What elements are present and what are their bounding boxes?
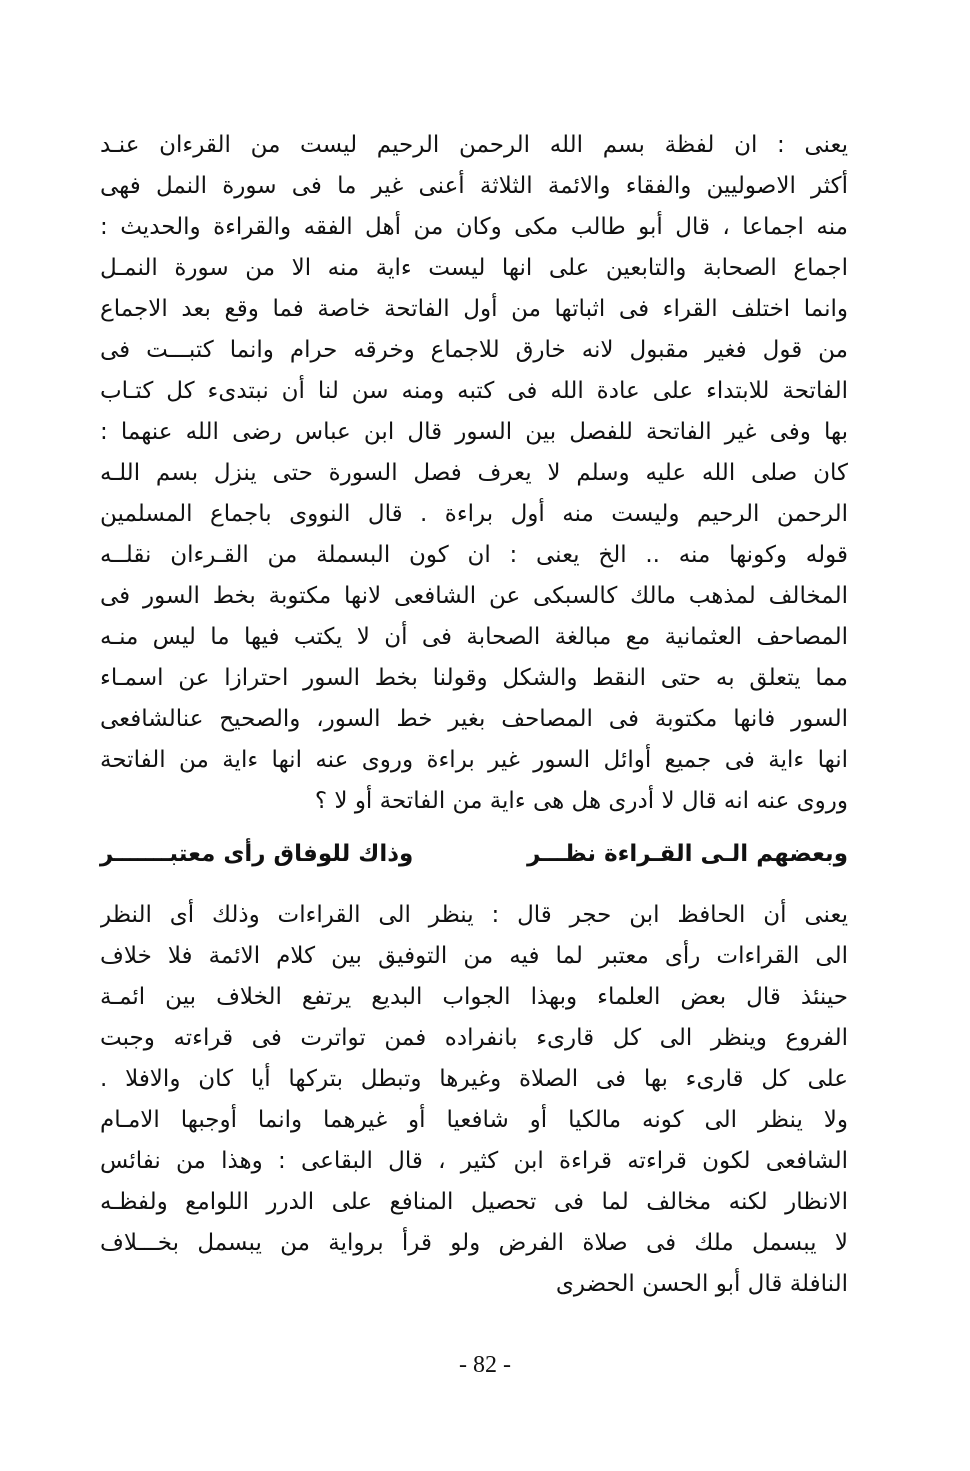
text-line: المخالف لمذهب مالك كالسبكى عن الشافعى لانها مكتوبة بخط السور فى <box>100 583 848 609</box>
text-line: انها ءاية فى جميع أوائل السور غير براءة وروى عنه انها ءاية من الفاتحة <box>100 747 848 773</box>
text-line: المصاحف العثمانية مع مبالغة الصحابة فى أن لا يكتب فيها ما ليس منـه <box>100 624 848 650</box>
text-line: الى القراءات رأى معتبر لما فيه من التوفيق بين كلام الائمة فلا خلاف <box>100 943 848 969</box>
text-line: يعنى أن الحافظ ابن حجر قال : ينظر الى القراءات وذلك أى النظر <box>100 902 848 928</box>
text-line: الرحمن الرحيم وليست منه أول براءة . قال النووى باجماع المسلمين <box>100 501 848 527</box>
text-line: قوله وكونها منه .. الخ يعنى : ان كون البسملة من القـرءان نقلــه <box>100 542 848 568</box>
page-number: - 82 - <box>459 1352 511 1378</box>
text-line: اجماع الصحابة والتابعين على انها ليست ءاية منه الا من سورة النمـل <box>100 255 848 281</box>
verse-first-hemistich: وبعضهم الـى القـراءة نظـــر <box>527 841 848 867</box>
text-line: الانظار لكنه مخالف لما فى تحصيل المنافع على الدرر اللوامع ولفظـه <box>100 1189 848 1215</box>
text-line: بها وفى غير الفاتحة للفصل بين السور قال ابن عباس رضى الله عنهما : <box>100 419 848 445</box>
paragraph-commentary-readings <box>100 895 848 1305</box>
text-line: السور فانها مكتوبة فى المصاحف بغير خط السور، والصحيح عنالشافعى <box>100 706 848 732</box>
text-line: لا يبسمل ملك فى صلاة الفرض ولو قرأ برواية من يبسمل بخـــلاف <box>100 1230 848 1256</box>
text-line: وروى عنه انه قال لا أدرى هل هى ءاية من الفاتحة أو لا ؟ <box>314 788 848 814</box>
text-line: من قول فغير مقبول لانه خارق للاجماع وخرقه حرام وانما كتبـــت فى <box>100 337 848 363</box>
text-line: وانما اختلف القراء فى اثباتها من أول الفاتحة خاصة فما وقع بعد الاجماع <box>100 296 848 322</box>
text-line: منه اجماعا ، قال أبو طالب مكى وكان من أهل الفقه والقراءة والحديث : <box>100 214 848 240</box>
text-line: الفروع وينظر الى كل قارىء بانفراده فمن تواترت فى قراءته وجبت <box>100 1025 848 1051</box>
text-line: على كل قارىء بها فى الصلاة وغيرها وتبطل بتركها أيا كان والافلا . <box>100 1066 848 1092</box>
verse-line <box>100 832 848 876</box>
text-line: أكثر الاصوليين والفقاء والائمة الثلاثة أعنى غير ما فى سورة النمل فهى <box>100 173 848 199</box>
text-line: الفاتحة للابتداء على عادة الله فى كتبه ومنه سن لنا أن نبتدىء كل كتـاب <box>100 378 848 404</box>
verse-second-hemistich: وذاك للوفاق رأى معتبـــــــر <box>100 841 414 867</box>
text-line: مما يتعلق به حتى النقط والشكل وقولنا بخط السور احترازا عن اسمـاء <box>100 665 848 691</box>
text-line: كان صلى الله عليه وسلم لا يعرف فصل السورة حتى ينزل بسم اللـه <box>100 460 848 486</box>
text-line: ولا ينظر الى كونه مالكيا أو شافعيا أو غيرهما وانما أوجبها الامـام <box>100 1107 848 1133</box>
text-line: يعنى : ان لفظة بسم الله الرحمن الرحيم ليست من القرءان عنـد <box>100 132 848 158</box>
text-line: حينئذ قال بعض العلماء وبهذا الجواب البديع يرتفع الخلاف بين ائمـة <box>100 984 848 1010</box>
paragraph-commentary-basmala <box>100 125 848 822</box>
text-line: الشافعى لكون قراءته قراءة ابن كثير ، قال البقاعى : وهذا من نفائس <box>100 1148 848 1174</box>
text-line: النافلة قال أبو الحسن الحضرى <box>555 1271 848 1297</box>
